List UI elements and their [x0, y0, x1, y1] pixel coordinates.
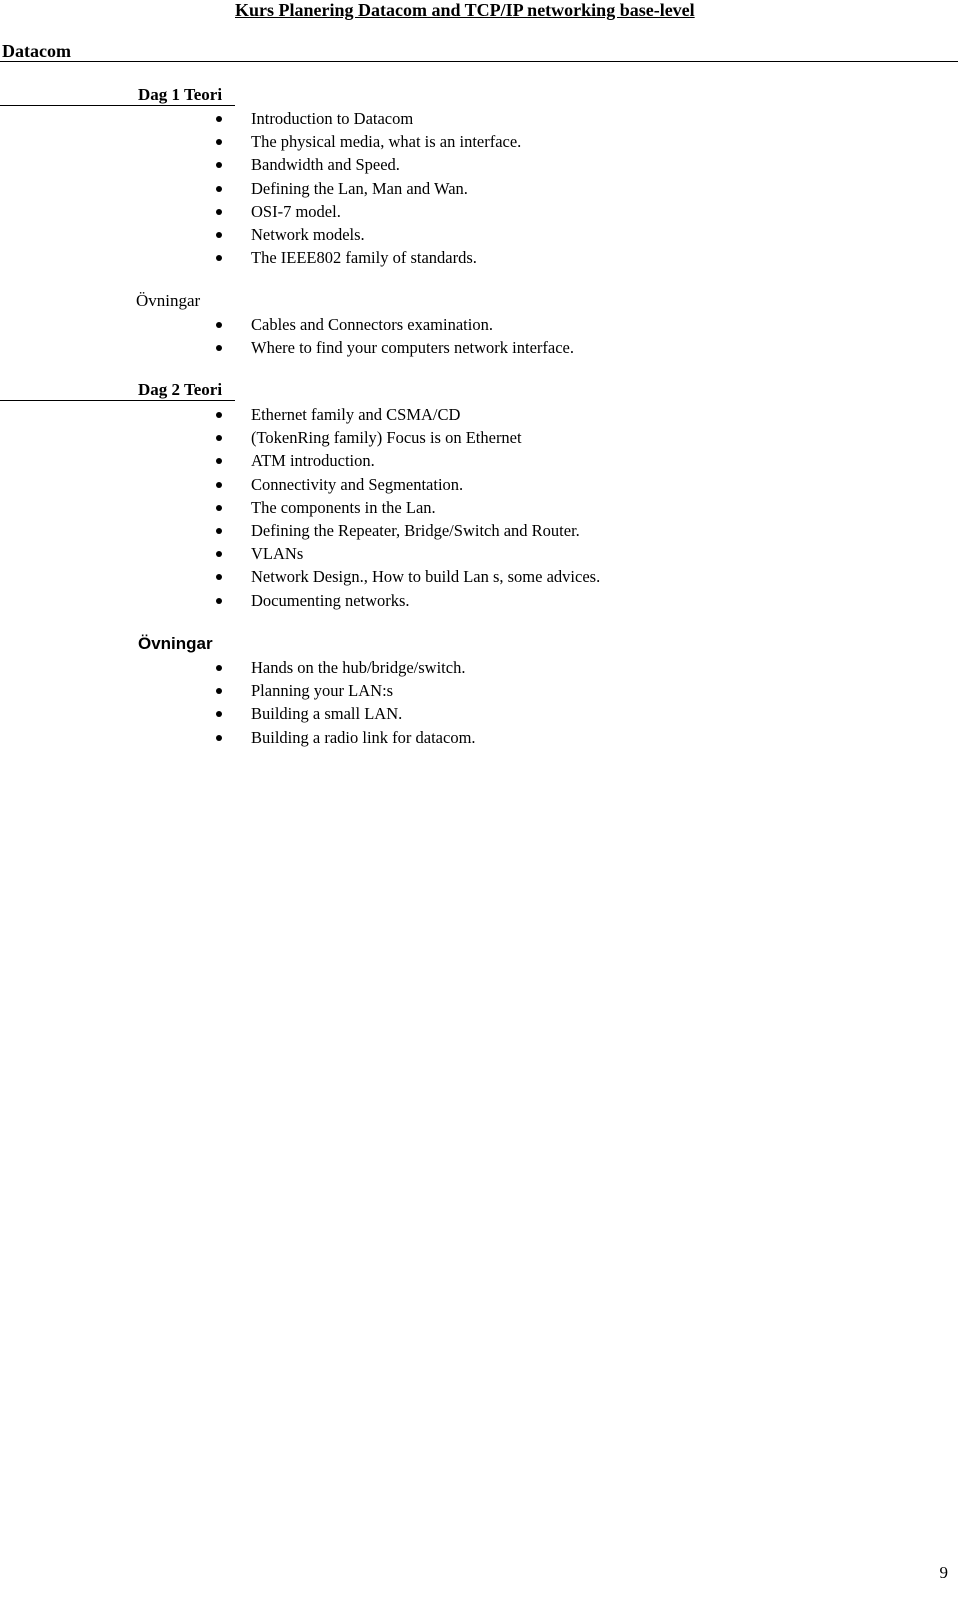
- list-item: [0, 107, 521, 130]
- bullet-icon: [216, 116, 222, 122]
- day1-exercise-label: Övningar: [136, 291, 201, 310]
- bullet-icon: [216, 232, 222, 238]
- list-item-text: Planning your LAN:s: [251, 681, 394, 701]
- list-item: [0, 177, 521, 200]
- day2-theory-list: [0, 403, 600, 612]
- list-item: [0, 589, 600, 612]
- day1-label: Dag 1 Teori: [138, 85, 223, 104]
- list-item-text: Building a radio link for datacom.: [251, 727, 476, 747]
- list-item-text: Cables and Connectors examination.: [251, 315, 493, 334]
- day2-divider: [0, 400, 235, 401]
- list-item: [0, 153, 521, 176]
- bullet-icon: [216, 505, 222, 511]
- bullet-icon: [216, 711, 222, 717]
- list-item-text: OSI-7 model.: [251, 201, 341, 221]
- list-item: [0, 679, 476, 702]
- bullet-icon: [216, 598, 222, 604]
- list-item-text: Building a small LAN.: [251, 704, 403, 724]
- list-item: [0, 565, 600, 588]
- list-item-text: The IEEE802 family of standards.: [251, 248, 477, 268]
- list-item-text: Defining the Repeater, Bridge/Switch and Router.: [251, 520, 580, 540]
- bullet-icon: [216, 574, 222, 580]
- bullet-icon: [216, 551, 222, 557]
- list-item: [0, 336, 574, 359]
- list-item-text: Defining the Lan, Man and Wan.: [251, 178, 468, 198]
- day1-divider: [0, 105, 235, 106]
- list-item-text: Network models.: [251, 224, 365, 244]
- list-item-text: (TokenRing family) Focus is on Ethernet: [251, 428, 522, 448]
- bullet-icon: [216, 255, 222, 261]
- day2-label: Dag 2 Teori: [138, 380, 223, 399]
- list-item-text: Connectivity and Segmentation.: [251, 474, 464, 494]
- list-item-text: VLANs: [251, 544, 304, 564]
- bullet-icon: [216, 209, 222, 215]
- bullet-icon: [216, 412, 222, 418]
- list-item-text: Hands on the hub/bridge/switch.: [251, 658, 466, 677]
- bullet-icon: [216, 735, 222, 741]
- bullet-icon: [216, 458, 222, 464]
- list-item-text: Documenting networks.: [251, 590, 410, 610]
- bullet-icon: [216, 186, 222, 192]
- bullet-icon: [216, 528, 222, 534]
- list-item-text: The physical media, what is an interface.: [251, 132, 522, 152]
- bullet-icon: [216, 162, 222, 168]
- list-item: [0, 403, 600, 426]
- list-item-text: The components in the Lan.: [251, 497, 436, 517]
- list-item: [0, 519, 600, 542]
- bullet-icon: [216, 482, 222, 488]
- list-item: [0, 473, 600, 496]
- list-item: [0, 313, 574, 336]
- bullet-icon: [216, 345, 222, 351]
- list-item-text: ATM introduction.: [251, 451, 375, 471]
- list-item: [0, 130, 521, 153]
- day2-exercise-label: Övningar: [138, 634, 213, 653]
- bullet-icon: [216, 665, 222, 671]
- page-number: 9: [939, 1563, 948, 1582]
- list-item: [0, 449, 600, 472]
- list-item-text: Bandwidth and Speed.: [251, 155, 400, 175]
- list-item-text: Ethernet family and CSMA/CD: [251, 405, 461, 424]
- list-item: [0, 726, 476, 749]
- section-divider: [0, 61, 958, 62]
- bullet-icon: [216, 688, 222, 694]
- bullet-icon: [216, 322, 222, 328]
- list-item: [0, 200, 521, 223]
- list-item: [0, 496, 600, 519]
- day2-exercise-list: [0, 656, 476, 749]
- list-item-text: Introduction to Datacom: [251, 109, 414, 128]
- list-item: [0, 702, 476, 725]
- section-title: Datacom: [2, 41, 71, 61]
- bullet-icon: [216, 139, 222, 145]
- list-item: [0, 656, 476, 679]
- day1-theory-list: [0, 107, 521, 269]
- list-item-text: Where to find your computers network interface.: [251, 338, 574, 358]
- bullet-icon: [216, 435, 222, 441]
- document-title: Kurs Planering Datacom and TCP/IP networking base-level: [235, 0, 695, 20]
- list-item: [0, 246, 521, 269]
- list-item: [0, 542, 600, 565]
- list-item: [0, 223, 521, 246]
- list-item: [0, 426, 600, 449]
- list-item-text: Network Design., How to build Lan s, some advices.: [251, 567, 601, 587]
- day1-exercise-list: [0, 313, 574, 359]
